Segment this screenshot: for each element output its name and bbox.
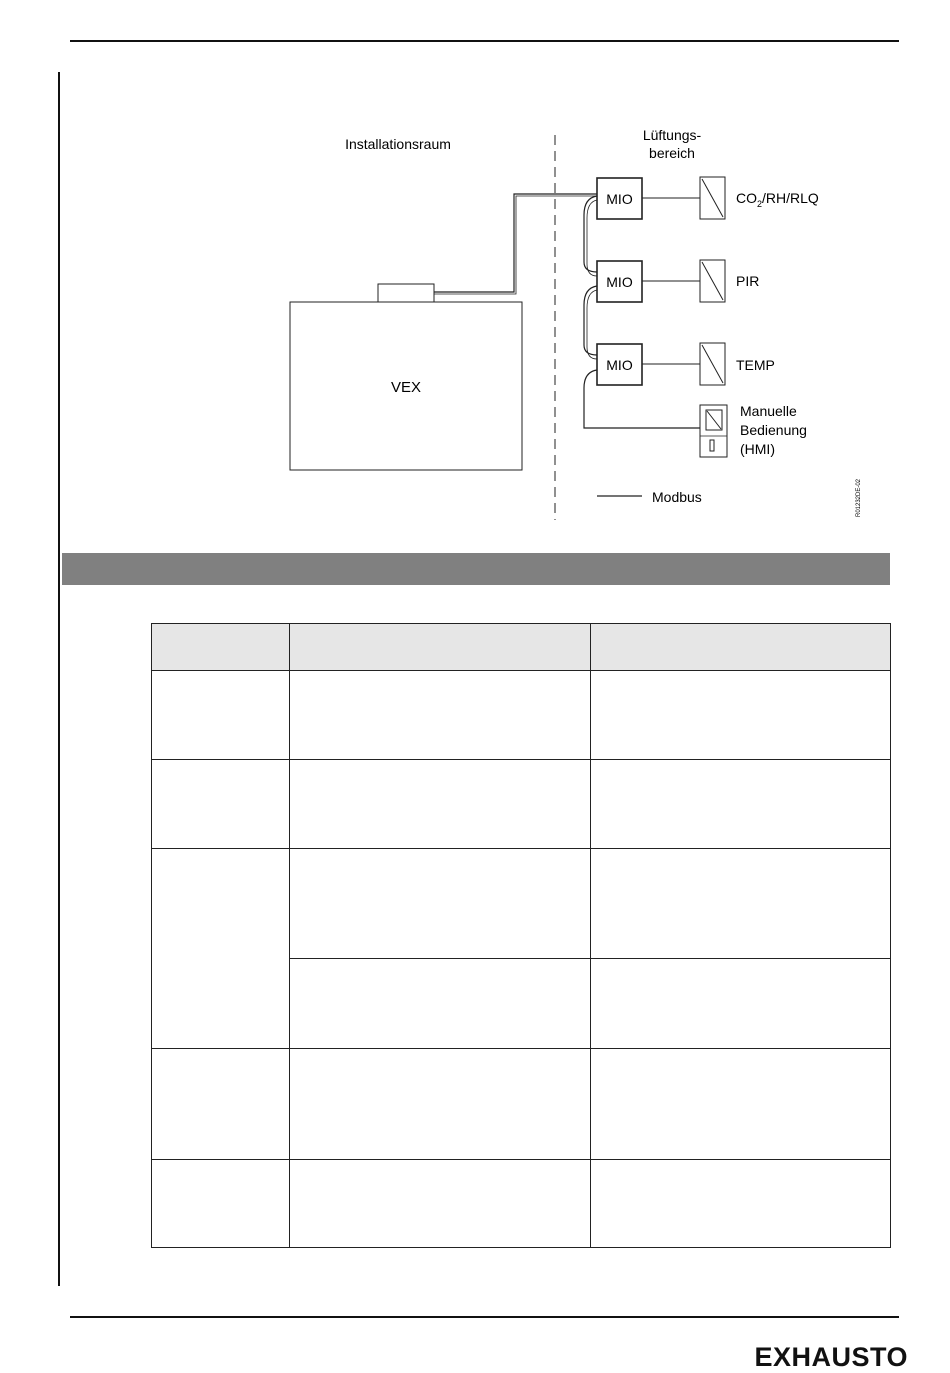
table-row [152,671,891,760]
modbus-cable-main [434,194,597,292]
mio-label-3: MIO [606,357,633,373]
label-installationsraum: Installationsraum [345,136,451,152]
bottom-rule [70,1316,899,1318]
modbus-cable-main-2 [434,196,597,294]
modbus-chain-2b [587,290,597,359]
mio-label-1: MIO [606,191,633,207]
table-header-row [152,624,891,671]
table-header-cell [152,624,290,671]
table-cell [591,1049,891,1160]
label-lueftung-line1: Lüftungs- [642,127,702,143]
hmi-label-line1: Manuelle [740,403,797,419]
table-cell [591,959,891,1049]
table-cell [290,849,591,959]
sensor-pir-icon [700,260,725,302]
table-row [152,849,891,959]
legend-modbus-label: Modbus [652,489,702,505]
table-cell [290,671,591,760]
sensor-co2-icon [700,177,725,219]
table-cell [152,1049,290,1160]
hmi-label-line2: Bedienung [740,422,807,438]
table-cell [152,760,290,849]
table-cell [591,1160,891,1248]
table-header-cell [290,624,591,671]
sensor-1-label: $CO_2/RH$/RLQ [736,190,819,209]
modbus-chain-1 [584,196,597,272]
table-cell [591,849,891,959]
hmi-label-line3: (HMI) [740,441,775,457]
sensor-temp-icon [700,343,725,385]
table-cell [152,1160,290,1248]
mio-label-2: MIO [606,274,633,290]
table-cell [290,959,591,1049]
vex-connector [378,284,434,302]
table-cell [152,671,290,760]
table-cell [290,1049,591,1160]
table-header-cell [591,624,891,671]
figure-id: R01232DE-02 [856,478,862,517]
table-cell [290,760,591,849]
section-header-bar [62,553,890,585]
sensor-3-label: TEMP [736,357,775,373]
ventilation-diagram [0,0,950,540]
table-row [152,1160,891,1248]
data-table [151,623,891,1248]
sensor-2-label: PIR [736,273,760,289]
label-lueftung-line2: bereich [649,145,695,161]
modbus-chain-1b [587,200,597,276]
table-cell [152,849,290,1049]
hmi-panel-icon [700,405,727,457]
vex-label: VEX [390,379,422,396]
modbus-chain-2 [584,286,597,355]
table-row [152,1049,891,1160]
table-cell [591,671,891,760]
table-row [152,760,891,849]
table-cell [591,760,891,849]
exhausto-logo: EXHAUSTO [754,1342,908,1372]
table-cell [290,1160,591,1248]
